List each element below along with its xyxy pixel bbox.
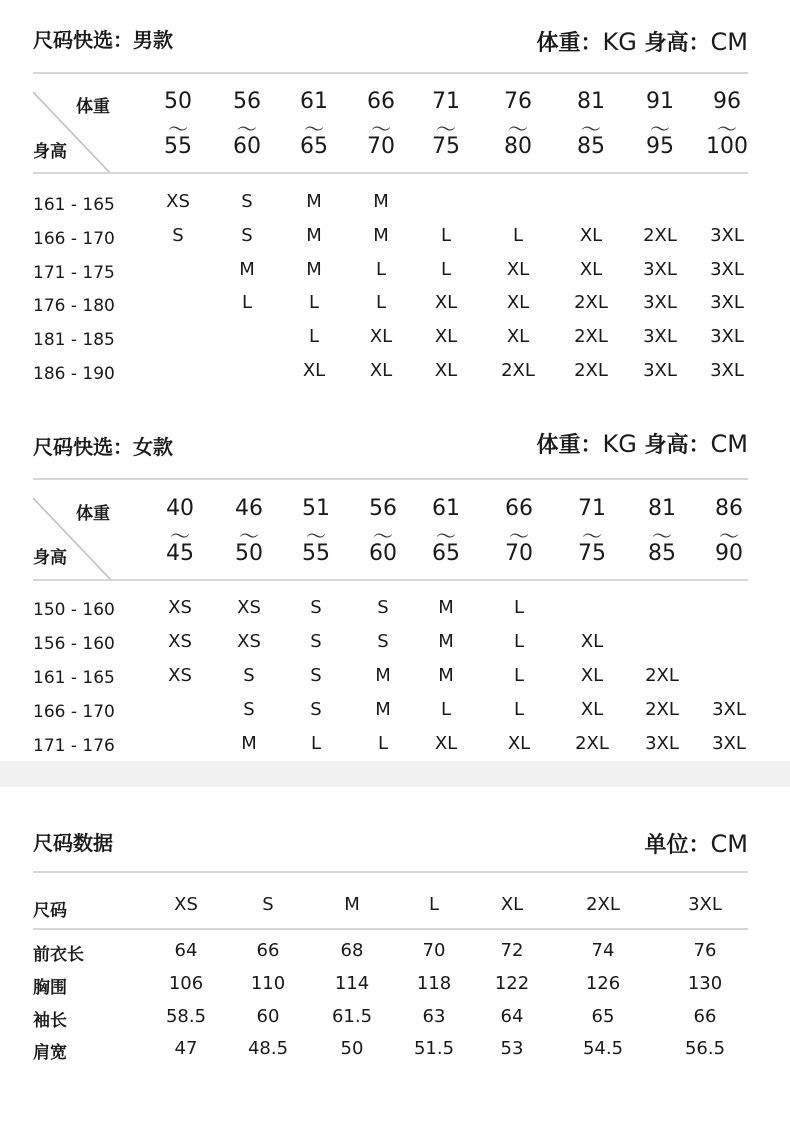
men-size-cell: S (241, 225, 253, 246)
men-size-cell: M (306, 191, 322, 212)
women-size-cell: 2XL (575, 733, 609, 754)
men-weight-tilde: ～ (717, 117, 737, 141)
men-size-cell: M (306, 225, 322, 246)
men-weight-to: 75 (432, 134, 460, 159)
men-row-height: 176 - 180 (33, 296, 115, 316)
measurements-unit-legend (645, 828, 748, 859)
men-size-cell: L (308, 292, 320, 313)
women-weight-tilde: ～ (306, 524, 326, 548)
men-size-cell: XL (506, 292, 530, 313)
men-size-cell: XL (579, 225, 603, 246)
section-separator-band (0, 761, 790, 787)
women-size-cell: L (377, 733, 389, 754)
measurements-value-cell: 54.5 (582, 1038, 624, 1059)
men-size-cell: S (241, 191, 253, 212)
women-weight-label: 体重 (76, 504, 110, 524)
women-weight-from: 66 (505, 496, 533, 521)
men-weight-from: 76 (504, 89, 532, 114)
measurements-value-cell: 74 (591, 940, 615, 961)
women-size-cell: S (243, 699, 255, 720)
measurements-size-label: M (344, 894, 360, 915)
women-size-cell: XS (237, 631, 261, 652)
men-weight-from: 56 (233, 89, 261, 114)
measurements-value-cell: 106 (168, 973, 204, 994)
men-size-cell: L (440, 225, 452, 246)
women-size-cell: XS (168, 665, 192, 686)
women-weight-to: 60 (369, 541, 397, 566)
men-size-cell: XL (302, 360, 326, 381)
measurements-value-cell: 64 (500, 1006, 524, 1027)
women-size-cell: L (513, 665, 525, 686)
women-weight-tilde: ～ (436, 524, 456, 548)
men-weight-to: 60 (233, 134, 261, 159)
women-row-height: 156 - 160 (33, 634, 115, 654)
women-height-label: 身高 (33, 548, 67, 568)
women-size-cell: L (513, 631, 525, 652)
women-size-cell: XL (434, 733, 458, 754)
men-weight-from: 61 (300, 89, 328, 114)
women-weight-from: 46 (235, 496, 263, 521)
men-weight-to: 95 (646, 134, 674, 159)
measurements-value-cell: 50 (340, 1038, 364, 1059)
women-weight-to: 85 (648, 541, 676, 566)
measurements-header-divider (33, 928, 748, 930)
men-weight-to: 85 (577, 134, 605, 159)
women-weight-tilde: ～ (582, 524, 602, 548)
measurements-size-label: L (428, 894, 440, 915)
men-size-cell: 2XL (574, 326, 608, 347)
men-size-cell: XL (369, 326, 393, 347)
women-size-cell: L (513, 699, 525, 720)
women-weight-from: 61 (432, 496, 460, 521)
measurements-value-cell: 72 (500, 940, 524, 961)
measurements-size-label: 2XL (586, 894, 620, 915)
men-height-label: 身高 (33, 142, 67, 162)
men-size-cell: 3XL (643, 360, 677, 381)
women-weight-to: 45 (166, 541, 194, 566)
men-weight-tilde: ～ (168, 117, 188, 141)
women-size-cell: XS (237, 597, 261, 618)
women-top-divider (33, 478, 748, 480)
men-size-cell: M (373, 191, 389, 212)
men-size-cell: XL (506, 259, 530, 280)
men-row-height: 171 - 175 (33, 263, 115, 283)
men-weight-to: 55 (164, 134, 192, 159)
men-size-cell: XL (579, 259, 603, 280)
men-weight-label: 体重 (76, 97, 110, 117)
women-weight-tilde: ～ (652, 524, 672, 548)
women-weight-from: 40 (166, 496, 194, 521)
women-unit-weight-label: 体重： (536, 433, 603, 458)
women-size-cell: XL (580, 665, 604, 686)
men-size-cell: L (440, 259, 452, 280)
measurements-value-cell: 114 (334, 973, 370, 994)
women-weight-from: 56 (369, 496, 397, 521)
men-weight-tilde: ～ (304, 117, 324, 141)
women-weight-to: 75 (578, 541, 606, 566)
men-unit-kg: KG (602, 28, 637, 56)
measurements-value-cell: 61.5 (331, 1006, 373, 1027)
women-size-cell: 3XL (645, 733, 679, 754)
men-size-cell: XL (369, 360, 393, 381)
men-size-cell: 3XL (643, 292, 677, 313)
women-size-cell: S (310, 597, 322, 618)
men-row-height: 186 - 190 (33, 364, 115, 384)
men-weight-from: 50 (164, 89, 192, 114)
measurements-value-cell: 60 (256, 1006, 280, 1027)
women-weight-from: 86 (715, 496, 743, 521)
women-weight-tilde: ～ (170, 524, 190, 548)
women-section-title: 尺码快选：女款 (33, 435, 173, 459)
men-weight-to: 100 (706, 134, 748, 159)
women-size-cell: M (438, 631, 454, 652)
men-size-cell: 3XL (710, 360, 744, 381)
men-weight-tilde: ～ (508, 117, 528, 141)
women-size-cell: S (377, 597, 389, 618)
men-size-cell: XS (166, 191, 190, 212)
women-size-cell: S (310, 699, 322, 720)
measurements-unit-label: 单位： (644, 833, 711, 858)
men-size-cell: L (375, 259, 387, 280)
men-weight-to: 65 (300, 134, 328, 159)
women-size-cell: 3XL (712, 699, 746, 720)
women-weight-from: 51 (302, 496, 330, 521)
women-size-cell: S (310, 665, 322, 686)
men-size-cell: 3XL (710, 259, 744, 280)
men-top-divider (33, 72, 748, 74)
men-size-cell: M (306, 259, 322, 280)
men-size-cell: 2XL (501, 360, 535, 381)
measurements-value-cell: 66 (256, 940, 280, 961)
women-unit-legend (537, 428, 749, 459)
men-weight-to: 70 (367, 134, 395, 159)
men-size-cell: XL (434, 326, 458, 347)
women-row-height: 166 - 170 (33, 702, 115, 722)
women-size-cell: M (375, 699, 391, 720)
women-size-cell: 2XL (645, 699, 679, 720)
measurements-value-cell: 63 (422, 1006, 446, 1027)
women-size-cell: L (310, 733, 322, 754)
measurements-row-label: 胸围 (33, 978, 67, 998)
women-size-cell: M (375, 665, 391, 686)
women-size-cell: S (310, 631, 322, 652)
men-weight-from: 71 (432, 89, 460, 114)
women-weight-to: 55 (302, 541, 330, 566)
men-row-height: 161 - 165 (33, 195, 115, 215)
measurements-value-cell: 126 (585, 973, 621, 994)
measurements-value-cell: 110 (250, 973, 286, 994)
men-size-cell: 2XL (574, 292, 608, 313)
men-unit-legend (537, 26, 749, 57)
men-weight-tilde: ～ (436, 117, 456, 141)
men-weight-tilde: ～ (581, 117, 601, 141)
women-row-height: 171 - 176 (33, 736, 115, 756)
women-size-cell: S (243, 665, 255, 686)
women-size-cell: 3XL (712, 733, 746, 754)
men-weight-from: 66 (367, 89, 395, 114)
measurements-value-cell: 56.5 (684, 1038, 726, 1059)
women-weight-to: 90 (715, 541, 743, 566)
men-unit-weight-label: 体重： (536, 31, 603, 56)
measurements-top-divider (33, 871, 748, 873)
women-size-cell: 2XL (645, 665, 679, 686)
measurements-size-header: 尺码 (33, 901, 67, 921)
women-size-cell: S (377, 631, 389, 652)
men-size-cell: XL (506, 326, 530, 347)
men-size-cell: 3XL (710, 225, 744, 246)
measurements-value-cell: 130 (687, 973, 723, 994)
men-weight-from: 96 (713, 89, 741, 114)
women-size-cell: M (241, 733, 257, 754)
men-weight-from: 91 (646, 89, 674, 114)
men-unit-cm: CM (710, 28, 748, 56)
women-size-cell: L (440, 699, 452, 720)
women-size-cell: XL (580, 699, 604, 720)
men-section-title: 尺码快选：男款 (33, 28, 173, 52)
measurements-value-cell: 51.5 (413, 1038, 455, 1059)
measurements-value-cell: 48.5 (247, 1038, 289, 1059)
measurements-size-label: XL (500, 894, 524, 915)
men-weight-tilde: ～ (650, 117, 670, 141)
women-unit-kg: KG (602, 430, 637, 458)
women-size-cell: XS (168, 631, 192, 652)
women-weight-tilde: ～ (509, 524, 529, 548)
women-header-divider (33, 579, 748, 581)
women-unit-height-label: 身高： (636, 433, 711, 458)
measurements-row-label: 前衣长 (33, 945, 84, 965)
women-weight-from: 71 (578, 496, 606, 521)
women-row-height: 161 - 165 (33, 668, 115, 688)
measurements-row-label: 袖长 (33, 1011, 67, 1031)
measurements-value-cell: 58.5 (165, 1006, 207, 1027)
measurements-value-cell: 66 (693, 1006, 717, 1027)
men-size-cell: M (239, 259, 255, 280)
men-size-cell: 2XL (643, 225, 677, 246)
women-weight-tilde: ～ (239, 524, 259, 548)
women-unit-cm: CM (710, 430, 748, 458)
women-weight-to: 70 (505, 541, 533, 566)
women-weight-to: 50 (235, 541, 263, 566)
men-row-height: 166 - 170 (33, 229, 115, 249)
women-size-cell: L (513, 597, 525, 618)
men-size-cell: L (512, 225, 524, 246)
measurements-row-label: 肩宽 (33, 1043, 67, 1063)
measurements-value-cell: 122 (494, 973, 530, 994)
men-row-height: 181 - 185 (33, 330, 115, 350)
women-size-cell: XL (507, 733, 531, 754)
measurements-value-cell: 65 (591, 1006, 615, 1027)
men-unit-height-label: 身高： (636, 31, 711, 56)
men-size-cell: XL (434, 360, 458, 381)
measurements-size-label: S (262, 894, 274, 915)
measurements-value-cell: 64 (174, 940, 198, 961)
women-row-height: 150 - 160 (33, 600, 115, 620)
women-weight-tilde: ～ (719, 524, 739, 548)
men-size-cell: M (373, 225, 389, 246)
men-size-cell: XL (434, 292, 458, 313)
men-weight-tilde: ～ (237, 117, 257, 141)
women-size-cell: XS (168, 597, 192, 618)
measurements-size-label: 3XL (688, 894, 722, 915)
measurements-value-cell: 68 (340, 940, 364, 961)
women-size-cell: M (438, 597, 454, 618)
men-size-cell: 2XL (574, 360, 608, 381)
men-size-cell: L (308, 326, 320, 347)
men-size-cell: 3XL (710, 292, 744, 313)
women-weight-from: 81 (648, 496, 676, 521)
men-size-cell: 3XL (643, 259, 677, 280)
men-size-cell: L (241, 292, 253, 313)
women-size-cell: M (438, 665, 454, 686)
measurements-value-cell: 118 (416, 973, 452, 994)
measurements-value-cell: 76 (693, 940, 717, 961)
men-size-cell: L (375, 292, 387, 313)
measurements-size-label: XS (174, 894, 198, 915)
men-size-cell: 3XL (643, 326, 677, 347)
men-header-divider (33, 172, 748, 174)
men-size-cell: 3XL (710, 326, 744, 347)
men-weight-to: 80 (504, 134, 532, 159)
women-size-cell: XL (580, 631, 604, 652)
measurements-value-cell: 47 (174, 1038, 198, 1059)
women-weight-tilde: ～ (373, 524, 393, 548)
measurements-value-cell: 53 (500, 1038, 524, 1059)
measurements-title: 尺码数据 (33, 831, 113, 855)
measurements-value-cell: 70 (422, 940, 446, 961)
men-weight-from: 81 (577, 89, 605, 114)
measurements-unit-cm: CM (710, 830, 748, 858)
men-weight-tilde: ～ (371, 117, 391, 141)
men-size-cell: S (172, 225, 184, 246)
women-weight-to: 65 (432, 541, 460, 566)
